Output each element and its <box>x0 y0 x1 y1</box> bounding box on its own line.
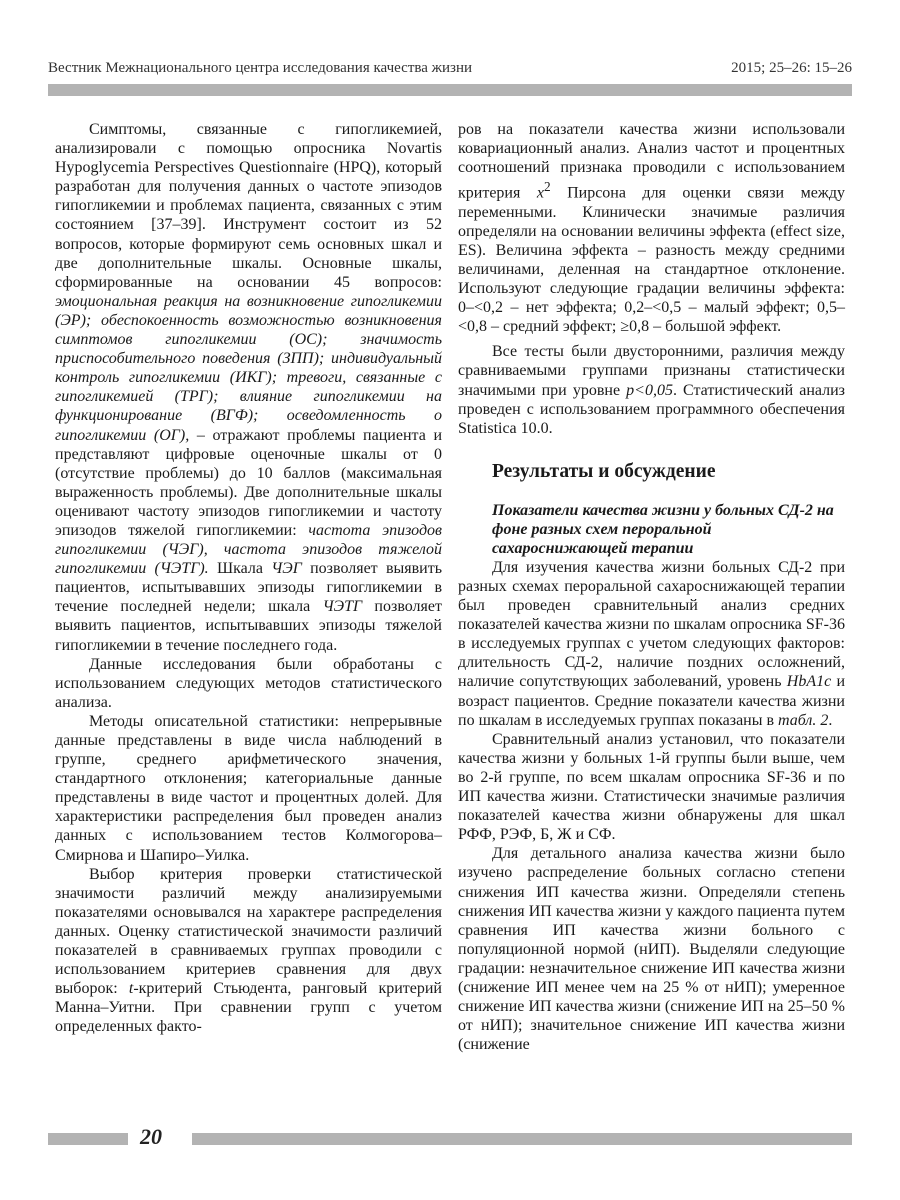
text-run: . <box>828 711 833 729</box>
header-rule <box>48 84 852 96</box>
paragraph-distribution: Для детального анализа качества жизни было изучено распределение больных согласно степени снижения ИП качества жизни. Определяли степень снижения ИП качества жизни у каждого пациента путем сравнения ИП качества жизни больного с популяционной нормой (нИП). Выделяли следующие градации: незначительное снижение ИП качества жизни (снижение ИП менее чем на 25 % от нИП); умеренное снижение ИП качества жизни (снижение ИП на 25–50 % от нИП); значительное снижение ИП качества жизни (снижение <box>458 845 845 1054</box>
text-run: Все тесты были двусторонними, различия между сравниваемыми группами признаны статистически значимыми при уровне <box>458 343 845 399</box>
text-run: Симптомы, связанные с гипогликемией, анализировали с помощью опросника Novartis Hypoglycemia Perspectives Questionnaire (HPQ), который разработан для получения данных о частоте эпизодов гипогликемии и проблемах пациента, связанных с этим состоянием [37–39]. Инструмент состоит из 52 вопросов, которые формируют семь основных шкал и две дополнительные шкалы. Основные шкалы, сформированные на основании 45 вопросов: <box>55 121 442 291</box>
paragraph-comparison: Сравнительный анализ установил, что показатели качества жизни у больных 1-й группы были выше, чем во 2-й группе, по всем шкалам опросника SF-36 и по ИП качества жизни. Статистически значимые различия показателей качества жизни обнаружены для шкал РФФ, РЭФ, Б, Ж и СФ. <box>458 730 845 844</box>
paragraph-hpq <box>55 120 442 655</box>
journal-title: Вестник Межнационального центра исследования качества жизни <box>48 60 473 76</box>
paragraph-criteria <box>55 865 442 1037</box>
hba1c: HbA1c <box>786 673 832 691</box>
p-value: p<0,05 <box>626 381 673 399</box>
extra-scale-names: частота эпизодов гипогликемии (ЧЭГ), частота эпизодов тяжелой гипогликемии (ЧЭТГ). <box>55 521 442 578</box>
issue-info: 2015; 25–26: 15–26 <box>731 60 852 76</box>
text-run: Выбор критерия проверки статистической значимости различий между анализируемыми показателями основывался на характере распределения данных. Оценку статистической значимости различий показателей в сравниваемых группах проводили с использованием критериев сравнения для двух выборок: <box>55 865 442 998</box>
text-run: ров на показатели качества жизни использовали ковариационный анализ. Анализ частот и процентных соотношений признака проводили с использованием критерия <box>458 121 845 202</box>
table-reference: табл. 2 <box>778 711 829 729</box>
running-header <box>48 60 852 78</box>
text-run: – отражают проблемы пациента и представляют цифровые оценочные шкалы от 0 (отсутствие проблемы) до 10 баллов (максимальная выраженность проблемы). Две дополнительные шкалы оценивают частоту эпизодов гипогликемии и частоту эпизодов тяжелой гипогликемии: <box>55 426 442 539</box>
left-column <box>55 120 442 1037</box>
scale-abbr: ЧЭГ <box>271 560 302 578</box>
paragraph-descriptive-stats: Методы описательной статистики: непрерывные данные представлены в виде числа наблюдений в группе, среднего арифметического значения, стандартного отклонения; категориальные данные представлены в виде частот и процентных долей. Для характеристики распределения был проведен анализ данных с использованием тестов Колмогорова–Смирнова и Шапиро–Уилка. <box>55 712 442 864</box>
right-column <box>458 120 845 1054</box>
text-run: Шкала <box>208 560 272 578</box>
text-run: и возраст пациентов. Средние показатели качества жизни по шкалам в исследуемых группах показаны в <box>458 673 846 729</box>
t-symbol: t <box>128 980 134 998</box>
chi-symbol: x <box>536 184 544 202</box>
paragraph-covariance <box>458 120 845 336</box>
subsection-heading: Показатели качества жизни у больных СД-2 на фоне разных схем пероральной сахароснижающей терапии <box>492 501 834 557</box>
text-run: -критерий Стьюдента, ранговый критерий Манна–Уитни. При сравнении групп с учетом определенных факто- <box>55 980 442 1036</box>
page-number: 20 <box>140 1124 162 1149</box>
paragraph-methods-intro: Данные исследования были обработаны с использованием следующих методов статистического анализа. <box>55 655 442 711</box>
text-run: . Статистический анализ проведен с использованием программного обеспечения Statistica 10.0. <box>458 381 845 437</box>
page-footer <box>48 1124 852 1149</box>
scale-names: эмоциональная реакция на возникновение гипогликемии (ЭР); обеспокоенность возможностью возникновения симптомов гипогликемии (ОС); значимость приспособительного поведения (ЗПП); индивидуальный контроль гипогликемии (ИКГ); тревоги, связанные с гипогликемией (ТРГ); влияние гипогликемии на функционирование (ВГФ); осведомленность о гипогликемии (ОГ), <box>55 292 442 444</box>
text-run: Для изучения качества жизни больных СД-2 при разных схемах пероральной сахароснижающей терапии был проведен сравнительный анализ средних показателей качества жизни по шкалам опросника SF-36 в исследуемых группах с учетом следующих факторов: длительность СД-2, наличие поздних осложнений, наличие сопутствующих заболеваний, уровень <box>458 558 845 691</box>
superscript: 2 <box>543 179 551 195</box>
footer-rule-right <box>192 1133 852 1145</box>
scale-abbr: ЧЭТГ <box>322 598 363 616</box>
footer-rule-left <box>48 1133 128 1145</box>
text-run: позволяет выявить пациентов, испытывавших эпизоды гипогликемии в течение последней недели; шкала <box>55 560 443 616</box>
text-run: позволяет выявить пациентов, испытывавших эпизоды тяжелой гипогликемии в течение последнего года. <box>55 598 442 654</box>
paragraph-sf36-analysis <box>458 558 845 730</box>
paragraph-tests <box>458 342 845 437</box>
text-run: Пирсона для оценки связи между переменными. Клинически значимые различия определяли на основании величины эффекта (effect size, ES). Величина эффекта – разность между средними величинами, деленная на стандартное отклонение. Используют следующие градации величины эффекта: 0–<0,2 – нет эффекта; 0,2–<0,5 – малый эффект; 0,5–<0,8 – средний эффект; ≥0,8 – большой эффект. <box>458 184 845 336</box>
section-heading: Результаты и обсуждение <box>492 460 716 482</box>
